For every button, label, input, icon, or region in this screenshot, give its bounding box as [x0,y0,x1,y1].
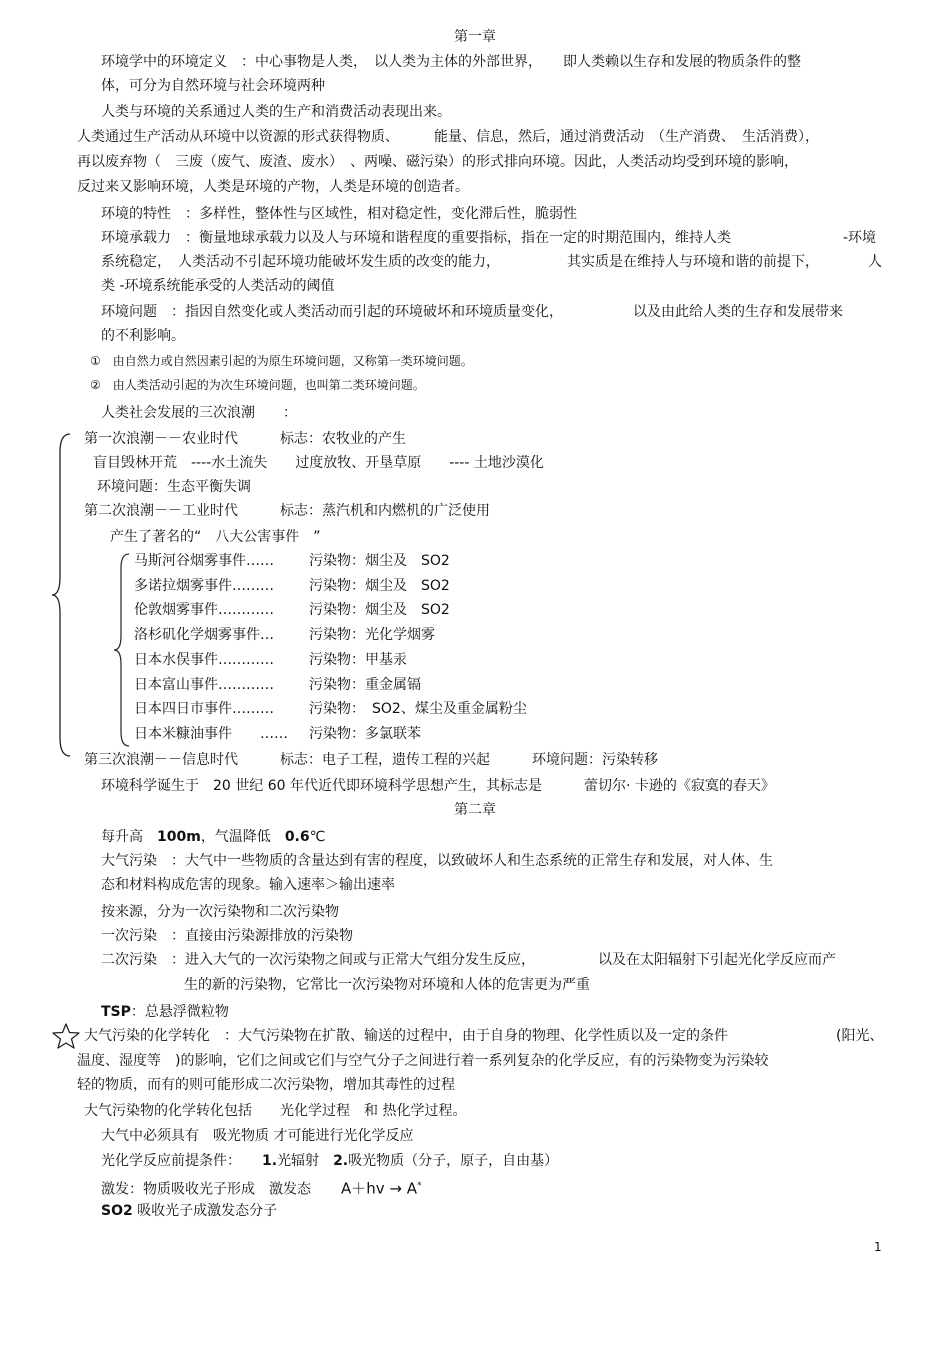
secondary-pollution-1a: 二次污染 ：进入大气的一次污染物之间或与正常大气组分发生反应， [101,952,535,968]
event-pollutant: 污染物：重金属镉 [309,677,421,693]
by-source: 按来源，分为一次污染物和二次污染物 [101,904,339,920]
inner-brace-icon [112,552,132,748]
wave-1-agriculture: 第一次浪潮－－农业时代 标志：农牧业的产生 [84,431,406,447]
env-traits: 环境的特性 ：多样性，整体性与区域性，相对稳定性，变化滞后性，脆弱性 [101,206,577,222]
star-icon [51,1022,81,1050]
env-definition-line-2: 体，可分为自然环境与社会环境两种 [101,78,325,94]
chapter-2-title: 第二章 [454,802,496,818]
chem-transform-3: 轻的物质，而有的则可能形成二次污染物，增加其毒性的过程 [77,1077,455,1093]
env-science-birth: 环境科学诞生于 20 世纪 60 年代近代即环境科学思想产生，其标志是 蕾切尔· 卡逊的《寂寞的春天》 [101,778,775,794]
capacity-line-1b: -环境 [843,230,877,246]
secondary-problem-note: ② 由人类活动引起的为次生环境问题，也叫第二类环境问题。 [90,378,425,392]
event-pollutant: 污染物：烟尘及 SO2 [309,602,450,618]
wave-3-information: 第三次浪潮－－信息时代 标志：电子工程，遗传工程的兴起 环境问题：污染转移 [84,752,658,768]
primary-problem-note: ① 由自然力或自然因素引起的为原生环境问题，又称第一类环境问题。 [90,354,473,368]
secondary-pollution-1b: 以及在太阳辐射下引起光化学反应而产 [598,952,836,968]
problem-line-1a: 环境问题 ：指因自然变化或人类活动而引起的环境破坏和环境质量变化， [101,304,563,320]
event-name: 日本四日市事件……… [134,701,274,717]
photochem-preconditions: 光化学反应前提条件： 1.光辐射 2.吸光物质（分子，原子，自由基） [101,1153,559,1169]
event-name: 洛杉矶化学烟雾事件… [134,627,274,643]
secondary-pollution-2: 生的新的污染物，它常比一次污染物对环境和人体的危害更为严重 [184,977,590,993]
event-pollutant: 污染物： SO2、煤尘及重金属粉尘 [309,701,527,717]
chem-transform-2: 温度、湿度等 )的影响，它们之间或它们与空气分子之间进行着一系列复杂的化学反应，有的污染物变为污染较 [77,1053,769,1069]
relation-line-2: 人类通过生产活动从环境中以资源的形式获得物质、 能量、信息，然后，通过消费活动 （生产消费、 生活消费）， [77,129,819,145]
air-pollution-def-2: 态和材料构成危害的现象。输入速率＞输出速率 [101,877,395,893]
capacity-line-2c: 人 [868,254,882,270]
temperature-lapse-rate: 每升高 100m，气温降低 0.6℃ [101,829,326,845]
relation-line-4: 反过来又影响环境，人类是环境的产物，人类是环境的创造者。 [77,179,469,195]
wave-1-detail: 盲目毁林开荒 ----水土流失 过度放牧、开垦草原 ---- 土地沙漠化 [93,455,544,471]
event-name: 日本富山事件………… [134,677,274,693]
light-absorbing-substance: 大气中必须具有 吸光物质 才可能进行光化学反应 [101,1128,414,1144]
problem-line-2: 的不利影响。 [101,328,185,344]
event-pollutant: 污染物：烟尘及 SO2 [309,578,450,594]
air-pollution-def-1: 大气污染 ：大气中一些物质的含量达到有害的程度，以致破坏人和生态系统的正常生存和发展，对人体、生 [101,853,773,869]
capacity-line-2a: 系统稳定， 人类活动不引起环境功能破坏发生质的改变的能力， [101,254,500,270]
page-number: 1 [874,1240,882,1254]
capacity-line-1a: 环境承载力 ：衡量地球承载力以及人与环境和谐程度的重要指标，指在一定的时期范围内，维持人类 [101,230,731,246]
chapter-1-title: 第一章 [454,29,496,45]
relation-line-3: 再以废弃物（ 三废（废气、废渣、废水） 、两噪、磁污染）的形式排向环境。因此，人类活动均受到环境的影响， [77,154,798,170]
event-pollutant: 污染物：多氯联苯 [309,726,421,742]
three-waves-title: 人类社会发展的三次浪潮 ： [101,405,297,421]
event-name: 日本米糠油事件 …… [134,726,288,742]
tsp-definition: TSP：总悬浮微粒物 [101,1004,229,1020]
event-pollutant: 污染物：甲基汞 [309,652,407,668]
primary-pollution: 一次污染 ：直接由污染源排放的污染物 [101,928,353,944]
relation-line-1: 人类与环境的关系通过人类的生产和消费活动表现出来。 [101,104,451,120]
capacity-line-2b: 其实质是在维持人与环境和谐的前提下， [567,254,819,270]
eight-events-title: 产生了著名的“ 八大公害事件 ” [110,529,321,545]
event-name: 多诺拉烟雾事件……… [134,578,274,594]
event-pollutant: 污染物：烟尘及 SO2 [309,553,450,569]
chem-transform-includes: 大气污染物的化学转化包括 光化学过程 和 热化学过程。 [84,1103,467,1119]
problem-line-1b: 以及由此给人类的生存和发展带来 [633,304,843,320]
wave-1-problem: 环境问题：生态平衡失调 [97,479,251,495]
event-name: 日本水俣事件………… [134,652,274,668]
excitation: 激发：物质吸收光子形成 激发态 A＋hv → A* [101,1179,422,1198]
chem-transform-1a: 大气污染的化学转化 ：大气污染物在扩散、输送的过程中，由于自身的物理、化学性质以及一定的条件 [84,1028,728,1044]
env-definition-line-1: 环境学中的环境定义 ：中心事物是人类， 以人类为主体的外部世界， 即人类赖以生存和发展的物质条件的整 [101,54,801,70]
wave-2-industry: 第二次浪潮－－工业时代 标志：蒸汽机和内燃机的广泛使用 [84,503,490,519]
so2-excitation: SO2 吸收光子成激发态分子 [101,1203,278,1219]
outer-brace-icon [50,432,74,758]
event-pollutant: 污染物：光化学烟雾 [309,627,435,643]
capacity-line-3: 类 -环境系统能承受的人类活动的阈值 [101,278,335,294]
event-name: 马斯河谷烟雾事件…… [134,553,274,569]
chem-transform-1b: (阳光、 [836,1028,884,1044]
event-name: 伦敦烟雾事件………… [134,602,274,618]
